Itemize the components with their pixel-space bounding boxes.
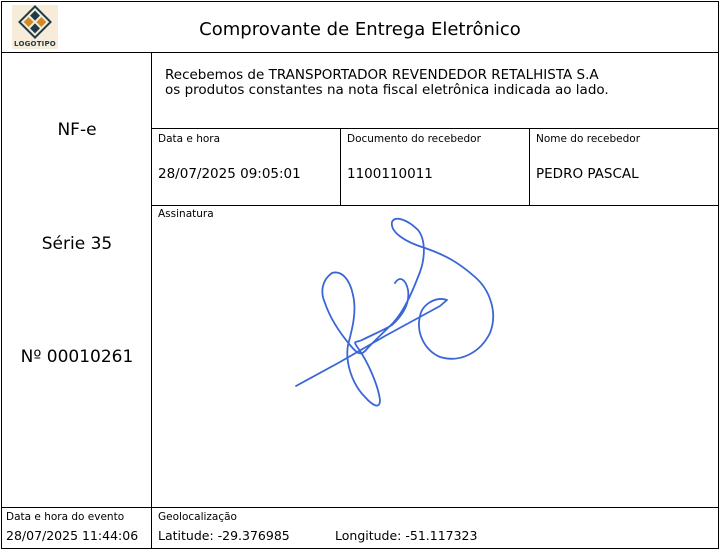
page-title: Comprovante de Entrega Eletrônico [199, 19, 521, 40]
document-number: Nº 00010261 [20, 347, 134, 367]
header-divider [1, 52, 719, 53]
message-divider [152, 128, 719, 129]
field-divider-1 [340, 128, 341, 205]
receiver-document-value: 1100110011 [347, 166, 433, 182]
logo-text: LOGOTIPO [14, 40, 56, 48]
latitude-value: Latitude: -29.376985 [158, 528, 290, 543]
footer-divider [1, 507, 719, 508]
receipt-message-line2: os produtos constantes na nota fiscal eletrônica indicada ao lado. [165, 82, 609, 98]
event-datetime-label: Data e hora do evento [6, 511, 125, 523]
company-logo [12, 5, 58, 49]
geolocation-label: Geolocalização [158, 511, 237, 523]
event-datetime-value: 28/07/2025 11:44:06 [6, 528, 139, 543]
longitude-value: Longitude: -51.117323 [335, 528, 478, 543]
receiver-document-label: Documento do recebedor [347, 133, 481, 145]
receipt-message [165, 68, 609, 98]
datetime-label: Data e hora [158, 133, 221, 145]
logo-mark-icon [12, 5, 58, 41]
signature-drawing [153, 206, 718, 506]
receipt-message-line1: Recebemos de TRANSPORTADOR REVENDEDOR RETALHISTA S.A [165, 67, 599, 83]
datetime-value: 28/07/2025 09:05:01 [158, 166, 301, 182]
field-divider-2 [529, 128, 530, 205]
receiver-name-value: PEDRO PASCAL [536, 166, 639, 182]
signature-label: Assinatura [158, 208, 214, 220]
signature-stroke [296, 219, 493, 406]
receiver-name-label: Nome do recebedor [536, 133, 641, 145]
document-series: Série 35 [41, 234, 113, 254]
document-type: NF-e [57, 120, 97, 140]
